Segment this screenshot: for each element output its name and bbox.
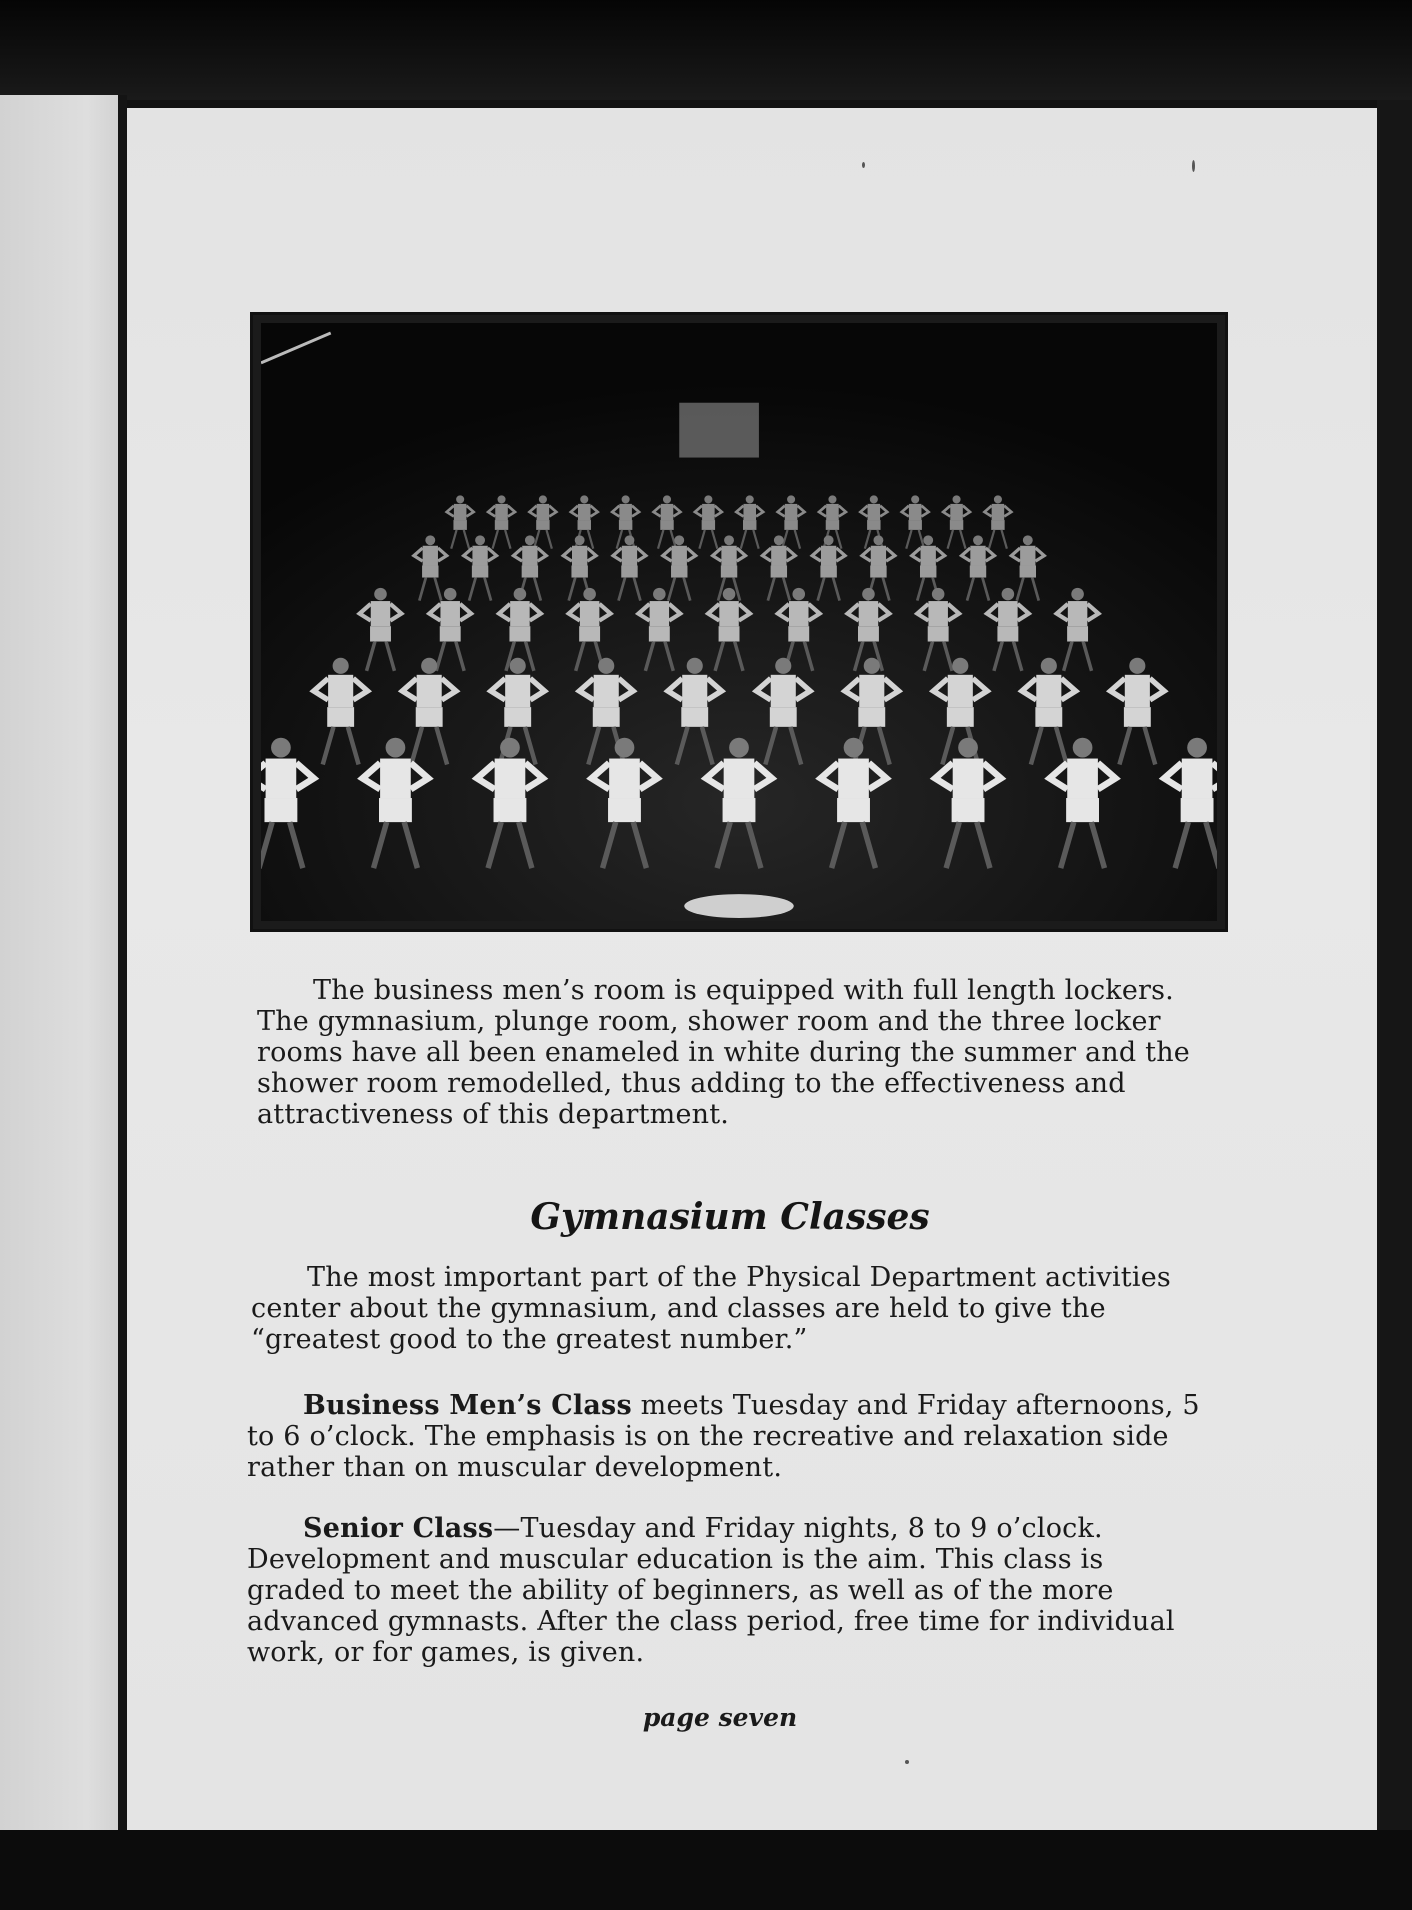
scan-speck — [862, 162, 865, 168]
gymnasium-photo — [250, 312, 1228, 932]
scanner-background-top — [0, 0, 1412, 100]
paragraph-line: attractiveness of this department. — [257, 1099, 730, 1130]
paragraph-line: The business men’s room is equipped with full length lockers. — [313, 975, 1174, 1006]
seated-instructor-figure — [684, 894, 794, 918]
class-description: meets Tuesday and Friday afternoons, 5 to 6 o’clock. The emphasis is on the recreative and relaxation side rather than on muscular development. — [247, 1390, 1200, 1483]
scanner-background-right — [1377, 100, 1412, 1850]
scan-speck — [905, 1760, 909, 1764]
paragraph-line: shower room remodelled, thus adding to the effectiveness and — [257, 1068, 1126, 1099]
gymnasium-photo-image — [261, 323, 1217, 921]
paragraph-line: rooms have all been enameled in white during the summer and the — [257, 1037, 1190, 1068]
senior-class-paragraph — [247, 1513, 1202, 1668]
section-heading: Gymnasium Classes — [530, 1196, 930, 1238]
class-description: —Tuesday and Friday nights, 8 to 9 o’clock. Development and muscular education is the aim. This class is graded to meet the ability of beginners, as well as of the more advanced gymnasts. After the class period, free time for individual work, or for games, is given. — [247, 1513, 1175, 1668]
class-name: Senior Class — [303, 1513, 494, 1544]
paragraph-line: The gymnasium, plunge room, shower room and the three locker — [257, 1006, 1161, 1037]
gymnasium-intro-paragraph: The most important part of the Physical Department activities center about the gymnasium, and classes are held to give the “greatest good to the greatest number.” — [251, 1262, 1171, 1355]
business-mens-class-paragraph — [247, 1390, 1202, 1483]
facing-page-edge — [0, 95, 125, 1835]
scanner-background-bottom — [0, 1830, 1412, 1910]
scan-speck — [1192, 160, 1195, 172]
page-number: page seven — [642, 1703, 798, 1732]
class-name: Business Men’s Class — [303, 1390, 632, 1421]
lockers-paragraph — [257, 975, 1212, 1130]
book-spine — [118, 95, 127, 1835]
